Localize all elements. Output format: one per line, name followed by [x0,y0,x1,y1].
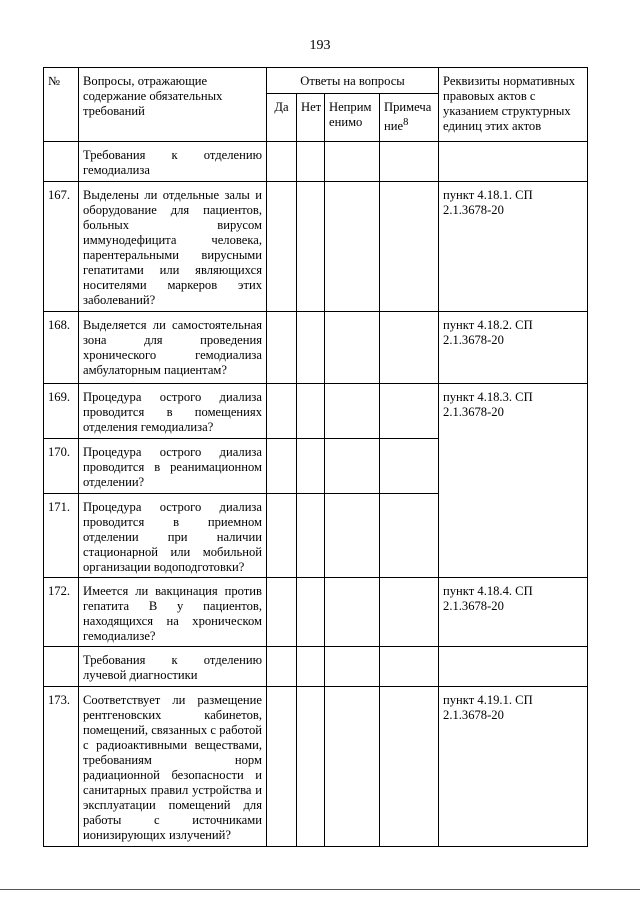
requisites-text: пункт 4.18.4. СП 2.1.3678-20 [439,578,588,647]
table-row [44,687,588,847]
requisites-text: пункт 4.18.1. СП 2.1.3678-20 [439,182,588,312]
note-cell[interactable] [380,687,439,847]
answer-yes-cell[interactable] [267,142,297,182]
requisites-cell [439,142,588,182]
requisites-text: пункт 4.18.2. СП 2.1.3678-20 [439,312,588,384]
row-number: 172. [44,578,79,647]
note-cell[interactable] [380,312,439,384]
question-text: Выделены ли отдельные залы и оборудование для пациентов, больных вирусом иммунодефицита человека, парентеральными вирусными гепатитами или являющихся носителями маркеров этих заболеваний? [79,182,267,312]
row-number: 171. [44,494,79,578]
footnote-marker: 8 [403,117,409,128]
note-cell[interactable] [380,142,439,182]
requisites-cell [439,647,588,687]
section-title: Требования к отделению лучевой диагностики [79,647,267,687]
row-number: 167. [44,182,79,312]
answer-no-cell[interactable] [297,439,325,494]
table-row [44,312,588,384]
answer-na-cell[interactable] [325,578,380,647]
answer-no-cell[interactable] [297,182,325,312]
question-text: Соответствует ли размещение рентгеновских кабинетов, помещений, связанных с работой с радиоактивными веществами, требованиям норм радиационной безопасности и санитарных правил устройства и эксплуатации помещений для работы с источниками ионизирующих излучений? [79,687,267,847]
answer-na-cell[interactable] [325,494,380,578]
question-text: Процедура острого диализа проводится в помещениях отделения гемодиализа? [79,384,267,439]
answer-no-cell[interactable] [297,494,325,578]
note-cell[interactable] [380,494,439,578]
answer-na-cell[interactable] [325,182,380,312]
answer-yes-cell[interactable] [267,312,297,384]
row-number: 169. [44,384,79,439]
header-no: Нет [297,94,325,142]
section-row [44,142,588,182]
header-note-label: Примеча ние [384,100,432,134]
answer-na-cell[interactable] [325,384,380,439]
section-row [44,647,588,687]
answer-yes-cell[interactable] [267,647,297,687]
header-yes: Да [267,94,297,142]
question-text: Выделяется ли самостоятельная зона для проведения хронического гемодиализа амбулаторным пациентам? [79,312,267,384]
checklist-table [43,67,588,847]
answer-no-cell[interactable] [297,142,325,182]
answer-yes-cell[interactable] [267,494,297,578]
answer-na-cell[interactable] [325,687,380,847]
page-bottom-line [0,889,640,890]
note-cell[interactable] [380,384,439,439]
section-title: Требования к отделению гемодиализа [79,142,267,182]
header-not-applicable: Неприм енимо [325,94,380,142]
note-cell[interactable] [380,439,439,494]
question-text: Имеется ли вакцинация против гепатита В у пациентов, находящихся на хроническом гемодиализе? [79,578,267,647]
row-number [44,647,79,687]
header-question: Вопросы, отражающие содержание обязательных требований [79,68,267,142]
row-number: 170. [44,439,79,494]
answer-no-cell[interactable] [297,687,325,847]
header-number: № [44,68,79,142]
table-row [44,384,588,439]
answer-na-cell[interactable] [325,142,380,182]
answer-na-cell[interactable] [325,439,380,494]
answer-yes-cell[interactable] [267,439,297,494]
answer-no-cell[interactable] [297,312,325,384]
answer-na-cell[interactable] [325,312,380,384]
note-cell[interactable] [380,182,439,312]
row-number: 168. [44,312,79,384]
note-cell[interactable] [380,578,439,647]
requisites-text: пункт 4.18.3. СП 2.1.3678-20 [439,384,588,578]
table-row [44,578,588,647]
answer-yes-cell[interactable] [267,182,297,312]
note-cell[interactable] [380,647,439,687]
answer-yes-cell[interactable] [267,687,297,847]
answer-no-cell[interactable] [297,384,325,439]
answer-yes-cell[interactable] [267,578,297,647]
header-requisites: Реквизиты нормативных правовых актов с указанием структурных единиц этих актов [439,68,588,142]
answer-yes-cell[interactable] [267,384,297,439]
table-row [44,182,588,312]
row-number: 173. [44,687,79,847]
question-text: Процедура острого диализа проводится в реанимационном отделении? [79,439,267,494]
requisites-text: пункт 4.19.1. СП 2.1.3678-20 [439,687,588,847]
answer-no-cell[interactable] [297,647,325,687]
header-note [380,94,439,142]
row-number [44,142,79,182]
question-text: Процедура острого диализа проводится в приемном отделении при наличии стационарной или мобильной организации водоподготовки? [79,494,267,578]
header-answers-group: Ответы на вопросы [267,68,439,94]
answer-na-cell[interactable] [325,647,380,687]
answer-no-cell[interactable] [297,578,325,647]
page-number: 193 [309,38,331,53]
